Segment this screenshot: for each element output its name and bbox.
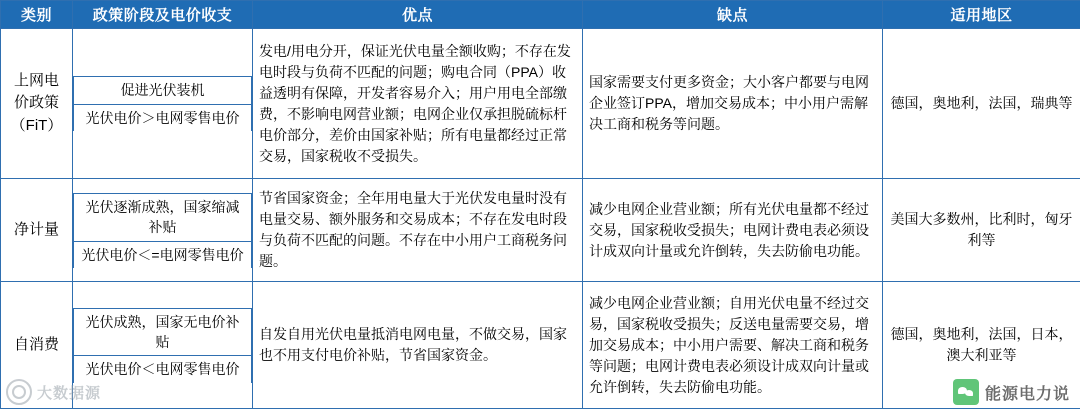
cell-stage-price: 光伏电价＞电网零售电价 <box>74 104 252 131</box>
stage-row <box>74 356 252 383</box>
cell-category: 净计量 <box>1 179 73 282</box>
cell-stage-group <box>73 29 253 179</box>
cell-cons: 减少电网企业营业额；所有光伏电量都不经过交易，国家税收受损失；电网计费电表必须设计成双向计量或允许倒转，失去防偷电功能。 <box>583 179 883 282</box>
cell-stage-phase: 光伏逐渐成熟，国家缩减补贴 <box>74 193 252 241</box>
cell-pros: 发电/用电分开，保证光伏电量全额收购；不存在发电时段与负荷不匹配的问题；购电合同（PPA）收益透明有保障，开发者容易介入；用户用电全部缴费，不影响电网营业额；电网企业仅承担脱硫标杆电价部分，差价由国家补贴；所有电量都经过正常交易，国家税收不受损失。 <box>253 29 583 179</box>
cell-stage-group <box>73 282 253 409</box>
column-header-cons: 缺点 <box>583 1 883 29</box>
cell-stage-group <box>73 179 253 282</box>
table-row <box>1 29 1080 179</box>
cell-pros: 自发自用光伏电量抵消电网电量，不做交易，国家也不用支付电价补贴，节省国家资金。 <box>253 282 583 409</box>
cell-stage-phase: 光伏成熟，国家无电价补贴 <box>74 308 252 356</box>
watermark-left-label: 大数据源 <box>37 384 102 402</box>
table-row <box>1 282 1080 409</box>
cell-cons: 国家需要支付更多资金；大小客户都要与电网企业签订PPA，增加交易成本；中小用户需解决工商和税务等问题。 <box>583 29 883 179</box>
table-header <box>1 1 1080 29</box>
cell-region: 德国，奥地利，法国，日本，澳大利亚等 <box>883 282 1080 409</box>
stage-row <box>74 77 252 104</box>
column-header-pros: 优点 <box>253 1 583 29</box>
stage-row <box>74 308 252 356</box>
stage-row <box>74 104 252 131</box>
column-header-stage: 政策阶段及电价收支 <box>73 1 253 29</box>
stage-row <box>74 193 252 241</box>
column-header-category: 类别 <box>1 1 73 29</box>
stage-row <box>74 241 252 268</box>
cell-stage-price: 光伏电价＜电网零售电价 <box>74 356 252 383</box>
cell-category: 上网电价政策（FiT） <box>1 29 73 179</box>
table-header-row <box>1 1 1080 29</box>
stage-subtable <box>73 308 252 383</box>
stage-subtable <box>73 76 252 131</box>
cell-region: 美国大多数州，比利时，匈牙利等 <box>883 179 1080 282</box>
watermark-right-label: 能源电力说 <box>984 385 1070 403</box>
table-row <box>1 179 1080 282</box>
cell-stage-phase: 促进光伏装机 <box>74 77 252 104</box>
cell-region: 德国，奥地利，法国，瑞典等 <box>883 29 1080 179</box>
cell-cons: 减少电网企业营业额；自用光伏电量不经过交易，国家税收受损失；反送电量需要交易，增加交易成本；中小用户需要、解决工商和税务等问题；电网计费电表必须设计成双向计量或允许倒转，失去防偷电功能。 <box>583 282 883 409</box>
column-header-region: 适用地区 <box>883 1 1080 29</box>
table-body <box>1 29 1080 409</box>
stage-subtable <box>73 193 252 268</box>
cell-category: 自消费 <box>1 282 73 409</box>
cell-stage-price: 光伏电价＜=电网零售电价 <box>74 241 252 268</box>
cell-pros: 节省国家资金；全年用电量大于光伏发电量时没有电量交易、额外服务和交易成本；不存在发电时段与负荷不匹配的问题。不存在中小用户工商税务问题。 <box>253 179 583 282</box>
